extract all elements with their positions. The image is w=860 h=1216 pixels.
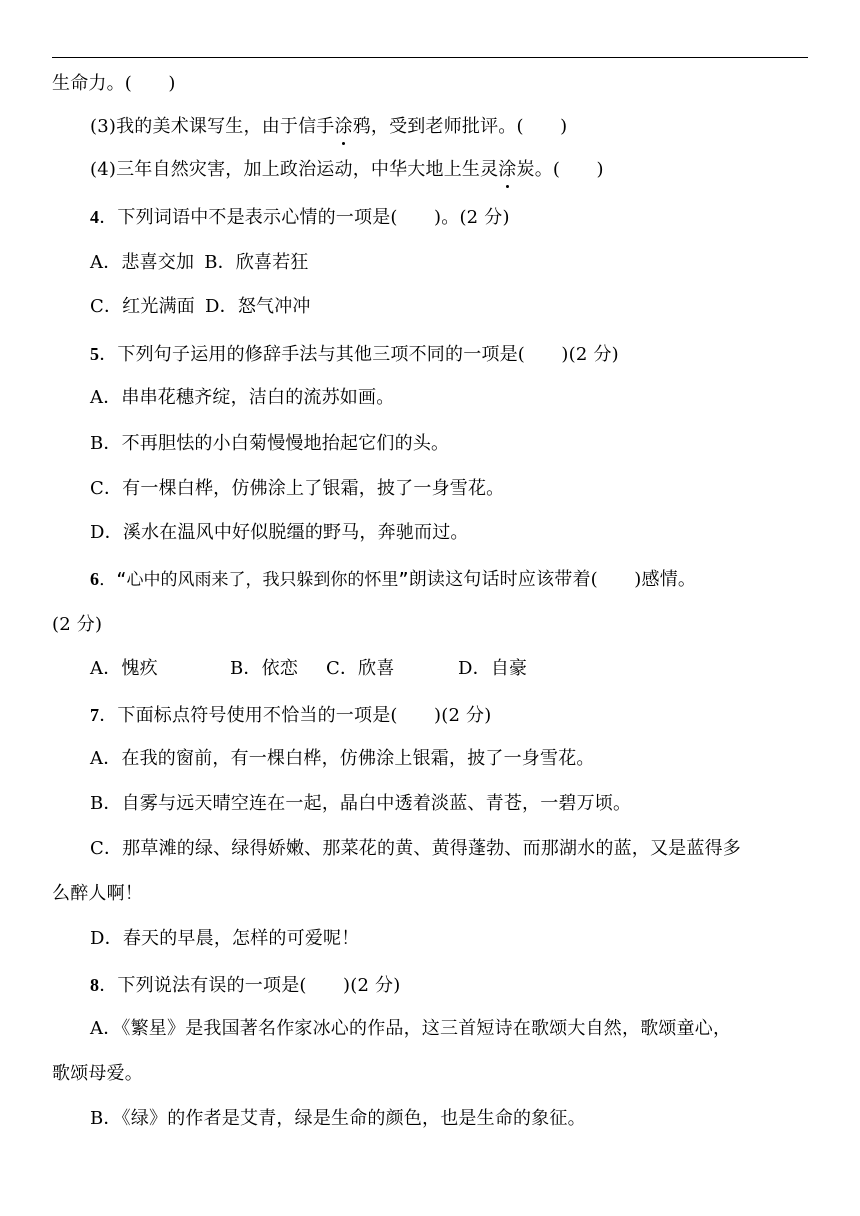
q7-stem-text: ．下面标点符号使用不恰当的一项是( )(2 分): [99, 705, 492, 726]
q6-option-b: B．依恋: [230, 658, 299, 679]
q4-stem-text: ．下列词语中不是表示心情的一项是( )。(2 分): [99, 207, 510, 228]
q4-options-row-2: [90, 294, 311, 320]
q3-item-4: [90, 157, 604, 183]
emphasis-dot-char: 涂: [335, 114, 353, 140]
q4-option-b: B．欣喜若狂: [204, 252, 309, 273]
q8-stem-text: ．下列说法有误的一项是( )(2 分): [99, 975, 401, 996]
q5-option-d: D．溪水在温风中好似脱缰的野马，奔驰而过。: [90, 522, 469, 543]
q8-stem: [90, 972, 400, 999]
q4-options-row-1: [90, 250, 309, 276]
question-number: 6: [90, 569, 100, 589]
q7-option-d: D．春天的早晨，怎样的可爱呢！: [90, 928, 360, 949]
header-rule: [52, 57, 808, 58]
q4-stem: [90, 204, 510, 231]
q6-options: [90, 656, 527, 682]
q6-option-c: C．欣喜: [326, 658, 395, 679]
q6-quote: ．“心中的风雨来了，我只躲到你的怀里”: [99, 570, 409, 590]
question-number: 8: [90, 975, 100, 995]
q3-continuation: 生命力。( ): [52, 73, 176, 94]
question-number: 5: [90, 344, 100, 364]
q7-option-b: B．自雾与远天晴空连在一起，晶白中透着淡蓝、青苍，一碧万顷。: [90, 793, 632, 814]
q7-option-c-line-1: C．那草滩的绿、绿得娇嫩、那菜花的黄、黄得蓬勃、而那湖水的蓝，又是蓝得多: [90, 838, 741, 859]
q5-stem: [90, 341, 619, 368]
q6-score: (2 分): [52, 614, 103, 635]
q8-option-a-line-1: A．《繁星》是我国著名作家冰心的作品，这三首短诗在歌颂大自然，歌颂童心，: [90, 1018, 732, 1039]
question-number: 4: [90, 207, 100, 227]
q8-option-b: B．《绿》的作者是艾青，绿是生命的颜色，也是生命的象征。: [90, 1108, 586, 1129]
q8-option-a-line-2: 歌颂母爱。: [52, 1063, 143, 1084]
q7-option-c-line-2: 么醉人啊！: [52, 883, 143, 904]
q7-option-a: A．在我的窗前，有一棵白桦，仿佛涂上银霜，披了一身雪花。: [90, 748, 595, 769]
q5-stem-text: ．下列句子运用的修辞手法与其他三项不同的一项是( )(2 分): [99, 344, 619, 365]
q6-stem-text: 朗读这句话时应该带着( )感情。: [408, 569, 697, 590]
q3-item-4-post: 炭。( ): [516, 159, 604, 180]
q6-stem: [90, 566, 696, 593]
q3-item-3: [90, 114, 567, 140]
q4-option-d: D．怒气冲冲: [204, 296, 311, 317]
q5-option-a: A．串串花穗齐绽，洁白的流苏如画。: [90, 387, 395, 408]
q3-item-3-post: 鸦，受到老师批评。( ): [352, 116, 568, 137]
q6-option-a: A．愧疚: [90, 658, 158, 679]
q5-option-b: B．不再胆怯的小白菊慢慢地抬起它们的头。: [90, 433, 450, 454]
q6-option-d: D．自豪: [458, 658, 528, 679]
question-number: 7: [90, 705, 100, 725]
q3-item-3-pre: (3)我的美术课写生，由于信手: [90, 116, 335, 137]
emphasis-dot-char: 涂: [498, 157, 516, 183]
q5-option-c: C．有一棵白桦，仿佛涂上了银霜，披了一身雪花。: [90, 478, 505, 499]
q4-option-c: C．红光满面: [90, 296, 195, 317]
q3-item-4-pre: (4)三年自然灾害，加上政治运动，中华大地上生灵: [90, 159, 499, 180]
q4-option-a: A．悲喜交加: [90, 252, 195, 273]
q7-stem: [90, 702, 491, 729]
